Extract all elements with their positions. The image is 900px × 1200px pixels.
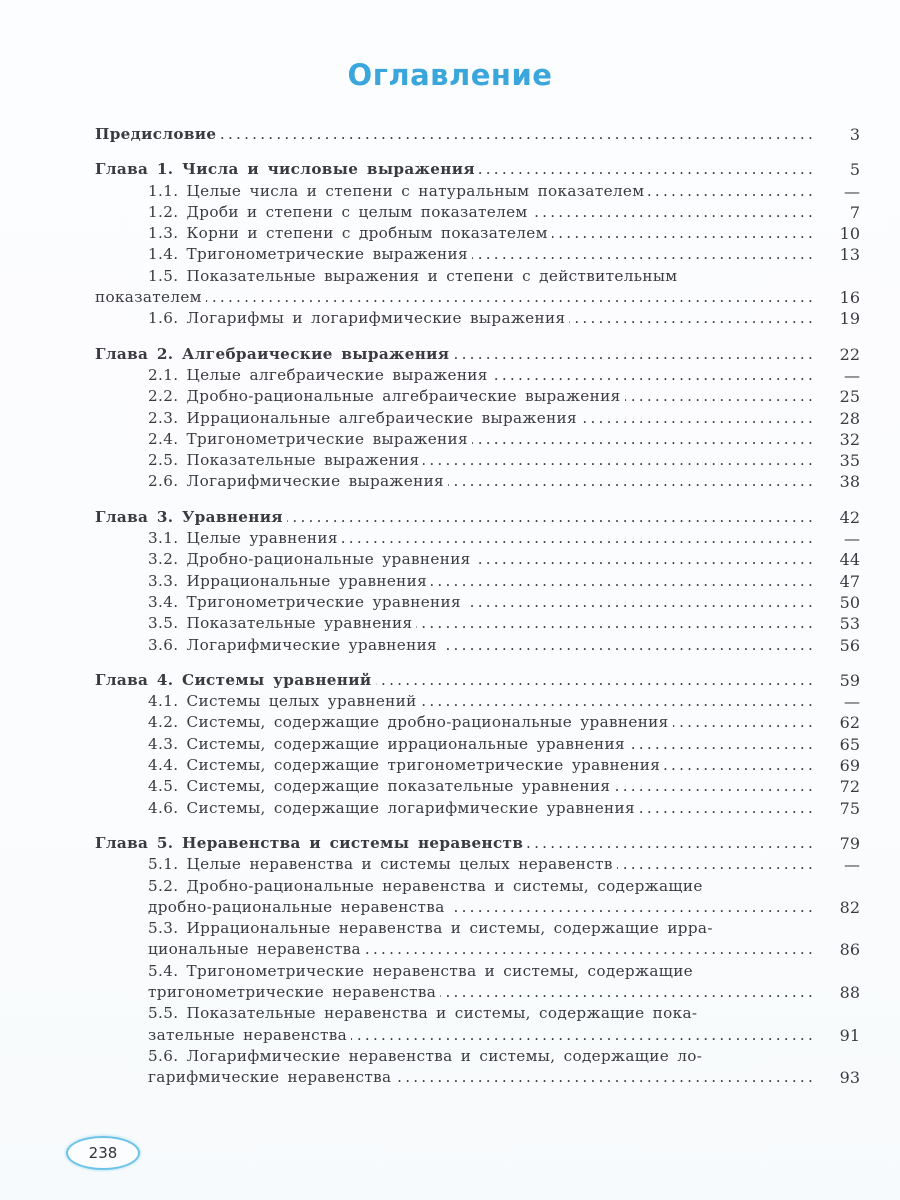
toc-entry-label: тригонометрические неравенства	[148, 982, 437, 1001]
toc-entry-label: 1.4. Тригонометрические выражения	[148, 245, 468, 264]
toc-page-number: 47	[839, 571, 860, 591]
toc-section-4-2[interactable]	[95, 712, 860, 733]
toc-section-1-5-line1[interactable]	[95, 266, 860, 287]
toc-page-number: —	[844, 365, 860, 385]
toc-entry-label: Глава 2. Алгебраические выражения	[95, 344, 450, 363]
toc-entry-label: Предисловие	[95, 125, 217, 143]
toc-page-number: 13	[839, 245, 860, 265]
toc-section-5-5-line1[interactable]	[95, 1003, 860, 1024]
toc-page-number: 28	[839, 408, 860, 428]
toc-section-5-3-line1[interactable]	[95, 918, 860, 939]
dot-leader	[287, 507, 812, 528]
dot-leader	[664, 755, 812, 776]
toc-section-2-4[interactable]	[95, 429, 860, 450]
dot-leader	[639, 798, 812, 819]
toc-section-1-5-line2[interactable]	[95, 287, 860, 308]
toc-chapter-heading[interactable]	[95, 670, 860, 691]
toc-entry-label: 3.2. Дробно-рациональные уравнения	[148, 550, 471, 569]
toc-page-number: 88	[839, 982, 860, 1002]
toc-section-1-3[interactable]	[95, 223, 860, 244]
toc-page-number: 42	[839, 507, 860, 527]
dot-leader	[449, 897, 812, 918]
toc-entry-label: 4.6. Системы, содержащие логарифмические уравнения	[148, 798, 635, 817]
dot-leader	[648, 181, 812, 202]
dot-leader	[351, 1025, 812, 1046]
toc-chapter-heading[interactable]	[95, 344, 860, 365]
toc-entry-label: 4.5. Системы, содержащие показательные уравнения	[148, 777, 611, 796]
toc-entry-label: 5.1. Целые неравенства и системы целых неравенств	[148, 855, 613, 874]
toc-chapter-2	[95, 344, 860, 493]
toc-page-number: 10	[839, 224, 860, 244]
dot-leader	[479, 159, 812, 180]
toc-page-number: 82	[839, 897, 860, 917]
toc-chapter-1	[95, 159, 860, 329]
toc-page-number: 16	[839, 288, 860, 308]
toc-entry-label: циональные неравенства	[148, 940, 361, 959]
toc-page-number: 56	[839, 635, 860, 655]
toc-entry-label: Глава 4. Системы уравнений	[95, 670, 372, 689]
toc-entry-label: 5.6. Логарифмические неравенства и системы, содержащие ло-	[148, 1046, 703, 1065]
dot-leader	[365, 939, 812, 960]
toc-page-number: 50	[839, 592, 860, 612]
toc-entry-label: 1.3. Корни и степени с дробным показателем	[148, 224, 548, 243]
toc-section-2-2[interactable]	[95, 386, 860, 407]
toc-section-1-1[interactable]	[95, 181, 860, 202]
toc-page-number: 72	[839, 777, 860, 797]
toc-section-3-6[interactable]	[95, 635, 860, 656]
toc-section-5-4-line1[interactable]	[95, 961, 860, 982]
toc-chapter-heading[interactable]	[95, 159, 860, 180]
toc-section-5-1[interactable]	[95, 854, 860, 875]
toc-page-number: 25	[839, 387, 860, 407]
toc-section-5-5-line2[interactable]	[95, 1025, 860, 1046]
toc-page-number: 65	[839, 734, 860, 754]
dot-leader	[673, 712, 812, 733]
dot-leader	[206, 287, 812, 308]
toc-entry-label: 3.4. Тригонометрические уравнения	[148, 592, 461, 611]
toc-section-2-3[interactable]	[95, 408, 860, 429]
toc-page-number: 35	[839, 451, 860, 471]
toc-entry-label: 5.4. Тригонометрические неравенства и системы, содержащие	[148, 961, 693, 980]
toc-section-3-2[interactable]	[95, 549, 860, 570]
toc-section-2-5[interactable]	[95, 450, 860, 471]
toc-entry-label: 1.5. Показательные выражения и степени с действительным	[148, 266, 678, 285]
toc-entry-label: 4.4. Системы, содержащие тригонометрические уравнения	[148, 756, 661, 775]
toc-entry-label: 3.5. Показательные уравнения	[148, 614, 413, 633]
toc-page-number: 32	[839, 429, 860, 449]
toc-page-number: 22	[839, 344, 860, 364]
toc-entry-label: 2.2. Дробно-рациональные алгебраические выражения	[148, 387, 621, 406]
toc-page-number: —	[844, 529, 860, 549]
toc-page-number: 86	[839, 940, 860, 960]
toc-page-number: 44	[839, 550, 860, 570]
toc-entry-label: 2.1. Целые алгебраические выражения	[148, 365, 488, 384]
toc-section-3-1[interactable]	[95, 528, 860, 549]
dot-leader	[395, 1067, 812, 1088]
dot-leader	[532, 202, 812, 223]
dot-leader	[472, 429, 812, 450]
toc-entry-label: 1.1. Целые числа и степени с натуральным показателем	[148, 181, 645, 200]
toc-entry-label: 3.6. Логарифмические уравнения	[148, 635, 437, 654]
toc-chapter-5	[95, 833, 860, 1089]
toc-entry-label: 4.1. Системы целых уравнений	[148, 692, 417, 711]
toc-page-number: —	[844, 855, 860, 875]
toc-section-2-6[interactable]	[95, 471, 860, 492]
dot-leader	[448, 471, 812, 492]
toc-entry-label: 2.4. Тригонометрические выражения	[148, 429, 468, 448]
toc-page-number: 53	[839, 614, 860, 634]
page-number-badge: 238	[66, 1136, 140, 1170]
toc-section-1-4[interactable]	[95, 244, 860, 265]
toc-entry-label: 1.2. Дроби и степени с целым показателем	[148, 202, 528, 221]
dot-leader	[421, 691, 812, 712]
dot-leader	[376, 670, 813, 691]
dot-leader	[220, 124, 812, 145]
toc-entry-label: Глава 5. Неравенства и системы неравенств	[95, 833, 524, 852]
toc-section-5-2-line2[interactable]	[95, 897, 860, 918]
toc-section-4-4[interactable]	[95, 755, 860, 776]
toc-page-number: 19	[839, 309, 860, 329]
dot-leader	[440, 982, 812, 1003]
table-of-contents	[95, 124, 860, 1102]
toc-entry-label: 1.6. Логарифмы и логарифмические выражения	[148, 309, 566, 328]
dot-leader	[416, 613, 812, 634]
toc-page-number: —	[844, 181, 860, 201]
toc-page-number: 7	[849, 202, 860, 222]
dot-leader	[581, 408, 812, 429]
toc-section-3-5[interactable]	[95, 613, 860, 634]
toc-entry-label: 5.2. Дробно-рациональные неравенства и системы, содержащие	[148, 876, 703, 895]
toc-chapter-heading[interactable]	[95, 833, 860, 854]
toc-entry-label: 2.5. Показательные выражения	[148, 451, 420, 470]
dot-leader	[475, 549, 812, 570]
toc-entry-label: 4.2. Системы, содержащие дробно-рациональные уравнения	[148, 713, 669, 732]
toc-section-4-5[interactable]	[95, 776, 860, 797]
dot-leader	[527, 833, 812, 854]
dot-leader	[552, 223, 812, 244]
toc-section-4-3[interactable]	[95, 734, 860, 755]
toc-page-number: 62	[839, 713, 860, 733]
dot-leader	[617, 854, 812, 875]
toc-section-5-4-line2[interactable]	[95, 982, 860, 1003]
dot-leader	[569, 308, 812, 329]
toc-section-3-3[interactable]	[95, 571, 860, 592]
toc-entry-label: зательные неравенства	[148, 1025, 348, 1044]
dot-leader	[431, 571, 812, 592]
toc-page-number: 3	[849, 125, 860, 144]
toc-entry-label: дробно-рациональные неравенства	[148, 897, 445, 916]
dot-leader	[629, 734, 812, 755]
toc-entry-label: показателем	[95, 288, 202, 307]
dot-leader	[614, 776, 812, 797]
dot-leader	[492, 365, 812, 386]
dot-leader	[423, 450, 812, 471]
toc-entry-label: 2.6. Логарифмические выражения	[148, 472, 444, 491]
dot-leader	[453, 344, 812, 365]
dot-leader	[441, 635, 812, 656]
toc-entry-label: Глава 1. Числа и числовые выражения	[95, 160, 475, 179]
toc-entry-label: 5.3. Иррациональные неравенства и системы, содержащие ирра-	[148, 919, 713, 938]
toc-section-1-2[interactable]	[95, 202, 860, 223]
toc-section-3-4[interactable]	[95, 592, 860, 613]
toc-page-number: 38	[839, 472, 860, 492]
toc-section-5-3-line2[interactable]	[95, 939, 860, 960]
toc-page-number: —	[844, 692, 860, 712]
toc-entry-preface[interactable]	[95, 124, 860, 145]
toc-page-number: 5	[849, 160, 860, 180]
toc-entry-label: 3.3. Иррациональные уравнения	[148, 571, 428, 590]
toc-page-number: 93	[839, 1068, 860, 1088]
dot-leader	[342, 528, 812, 549]
toc-section-5-6-line1[interactable]	[95, 1046, 860, 1067]
toc-section-4-6[interactable]	[95, 798, 860, 819]
dot-leader	[472, 244, 812, 265]
toc-chapter-3	[95, 507, 860, 656]
toc-entry-label: гарифмические неравенства	[148, 1068, 392, 1087]
page-title: Оглавление	[347, 58, 553, 92]
toc-page-number: 79	[839, 833, 860, 853]
toc-preface-block	[95, 124, 860, 145]
toc-page-number: 91	[839, 1025, 860, 1045]
toc-entry-label: 4.3. Системы, содержащие иррациональные уравнения	[148, 734, 625, 753]
toc-section-5-6-line2[interactable]	[95, 1067, 860, 1088]
toc-entry-label: Глава 3. Уравнения	[95, 507, 283, 526]
toc-page-number: 75	[839, 798, 860, 818]
toc-chapter-heading[interactable]	[95, 507, 860, 528]
toc-chapter-4	[95, 670, 860, 819]
toc-section-5-2-line1[interactable]	[95, 876, 860, 897]
toc-entry-label: 2.3. Иррациональные алгебраические выражения	[148, 408, 577, 427]
toc-section-1-6[interactable]	[95, 308, 860, 329]
dot-leader	[465, 592, 812, 613]
toc-section-2-1[interactable]	[95, 365, 860, 386]
toc-page-number: 59	[839, 670, 860, 690]
toc-entry-label: 5.5. Показательные неравенства и системы, содержащие пока-	[148, 1004, 698, 1023]
toc-entry-label: 3.1. Целые уравнения	[148, 529, 338, 548]
dot-leader	[625, 386, 813, 407]
toc-page-number: 69	[839, 756, 860, 776]
toc-section-4-1[interactable]	[95, 691, 860, 712]
